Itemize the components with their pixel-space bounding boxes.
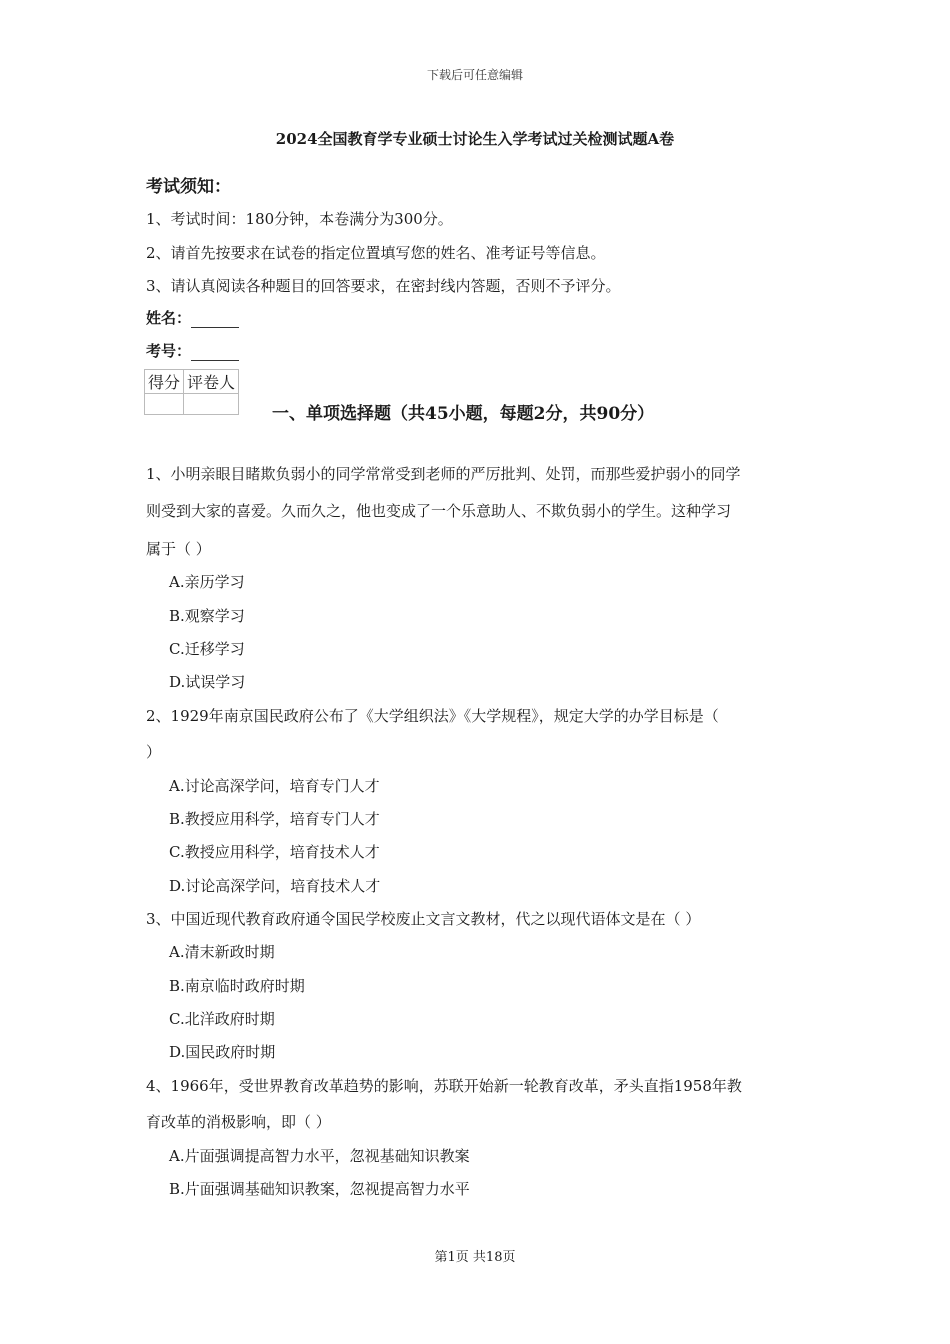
header-note: 下载后可任意编辑 xyxy=(426,68,523,82)
option-b: B.教授应用科学，培育专门人才 xyxy=(169,810,380,828)
question-text: ） xyxy=(146,743,162,761)
name-blank[interactable] xyxy=(191,313,239,328)
score-cell[interactable] xyxy=(145,394,184,415)
option-d: D.试误学习 xyxy=(169,673,246,691)
question-text: 2、1929年南京国民政府公布了《大学组织法》《大学规程》，规定大学的办学目标是（ xyxy=(146,707,719,725)
question-text: 属于（ ） xyxy=(146,540,211,558)
option-a: A.讨论高深学问，培育专门人才 xyxy=(169,777,380,795)
page-footer: 第1页 共18页 xyxy=(434,1250,516,1265)
option-a: A.清末新政时期 xyxy=(169,943,275,961)
option-d: D.国民政府时期 xyxy=(169,1043,276,1061)
id-field[interactable] xyxy=(146,340,239,361)
option-b: B.南京临时政府时期 xyxy=(169,977,305,995)
document-title: 2024全国教育学专业硕士讨论生入学考试过关检测试题A卷 xyxy=(275,130,675,148)
option-c: C.迁移学习 xyxy=(169,640,245,658)
grader-cell[interactable] xyxy=(184,394,239,415)
grader-header: 评卷人 xyxy=(184,370,239,394)
notice-item: 1、考试时间：180分钟，本卷满分为300分。 xyxy=(146,210,453,228)
score-header: 得分 xyxy=(145,370,184,394)
score-box xyxy=(144,369,239,415)
notice-item: 2、请首先按要求在试卷的指定位置填写您的姓名、准考证号等信息。 xyxy=(146,244,606,262)
notice-item: 3、请认真阅读各种题目的回答要求，在密封线内答题，否则不予评分。 xyxy=(146,277,621,295)
option-d: D.讨论高深学问，培育技术人才 xyxy=(169,877,381,895)
id-blank[interactable] xyxy=(191,346,239,361)
option-a: A.片面强调提高智力水平，忽视基础知识教案 xyxy=(169,1147,470,1165)
id-label: 考号： xyxy=(146,342,192,360)
option-c: C.北洋政府时期 xyxy=(169,1010,275,1028)
option-a: A.亲历学习 xyxy=(169,573,245,591)
question-text: 则受到大家的喜爱。久而久之，他也变成了一个乐意助人、不欺负弱小的学生。这种学习 xyxy=(146,502,732,520)
name-label: 姓名： xyxy=(146,309,192,327)
question-text: 4、1966年，受世界教育改革趋势的影响，苏联开始新一轮教育改革，矛头直指1958年教 xyxy=(146,1077,742,1095)
question-text: 1、小明亲眼目睹欺负弱小的同学常常受到老师的严厉批判、处罚，而那些爱护弱小的同学 xyxy=(146,465,741,483)
option-c: C.教授应用科学，培育技术人才 xyxy=(169,843,380,861)
notice-heading: 考试须知： xyxy=(146,177,231,197)
question-text: 育改革的消极影响，即（ ） xyxy=(146,1113,331,1131)
name-field[interactable] xyxy=(146,307,239,328)
option-b: B.观察学习 xyxy=(169,607,245,625)
section-heading: 一、单项选择题（共45小题，每题2分，共90分） xyxy=(272,404,655,424)
option-b: B.片面强调基础知识教案，忽视提高智力水平 xyxy=(169,1180,470,1198)
question-text: 3、中国近现代教育政府通令国民学校废止文言文教材，代之以现代语体文是在（ ） xyxy=(146,910,701,928)
